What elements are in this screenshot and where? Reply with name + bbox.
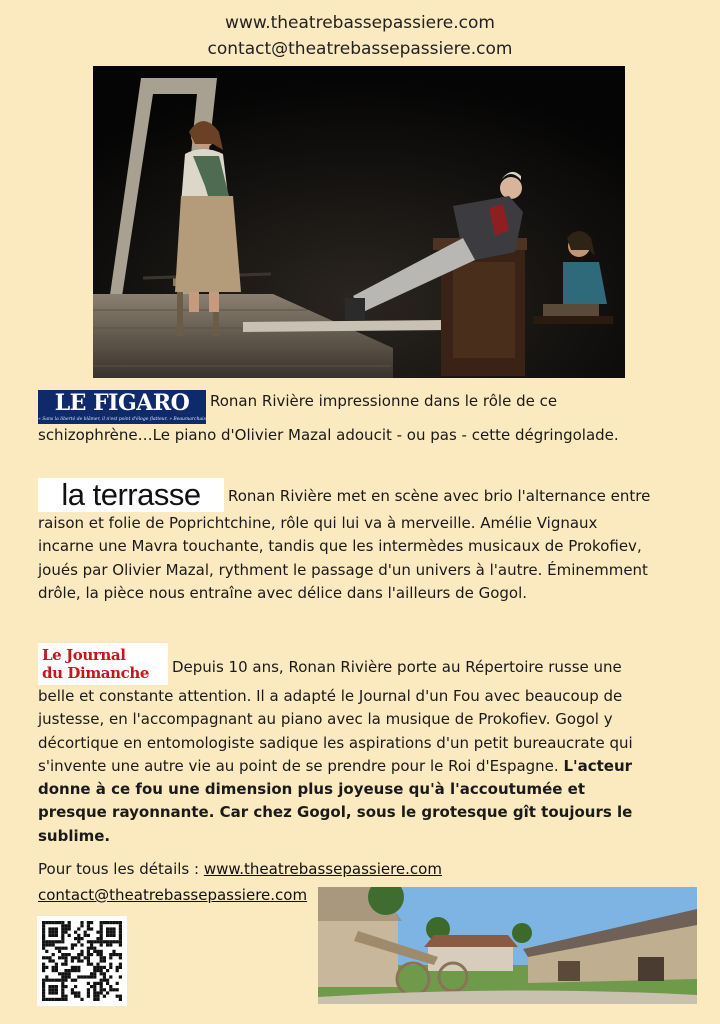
review-text: Ronan Rivière impressionne dans le rôle de ce schizophrène…Le piano d'Olivier Mazal adoucit - ou pas - cette dégringolade. <box>38 392 619 444</box>
qr-code[interactable] <box>37 916 127 1006</box>
review-journal-du-dimanche <box>38 643 654 848</box>
page-header <box>0 10 720 62</box>
review-figaro <box>38 390 654 447</box>
header-email[interactable]: contact@theatrebassepassiere.com <box>207 39 513 59</box>
figaro-logo: LE FIGARO « Sans la liberté de blâmer, il n'est point d'éloge flatteur. » Beaumarchais <box>38 390 206 422</box>
journal-du-dimanche-logo: Le Journal du Dimanche <box>38 643 168 685</box>
website-link[interactable]: www.theatrebassepassiere.com <box>203 860 442 878</box>
review-text-highlight: L'acteur donne à ce fou une dimension plus joyeuse qu'à l'accoutumée et presque rayonnante. Car chez Gogol, sous le grotesque gît toujours le sublime. <box>38 756 633 845</box>
stage-photo <box>93 66 625 378</box>
review-text: Ronan Rivière met en scène avec brio l'alternance entre raison et folie de Poprichtchine, rôle qui lui va à merveille. Amélie Vignaux incarne une Mavra touchante, tandis que les intermèdes musicaux de Prokofiev, joués par Olivier Mazal, rythment le passage d'un univers à l'autre. Éminemment drôle, la pièce nous entraîne avec délice dans l'ailleurs de Gogol. <box>38 487 651 602</box>
review-la-terrasse <box>38 478 654 605</box>
review-text: Depuis 10 ans, Ronan Rivière porte au Répertoire russe une belle et constante attention. Il a adapté le Journal d'un Fou avec beaucoup de justesse, en l'accompagnant au piano avec la musique de Prokofiev. Gogol y décortique en entomologiste sadique les aspirations d'un petit bureaucrate qui s'invente une autre vie au point de se prendre pour le Roi d'Espagne. <box>38 658 633 775</box>
la-terrasse-logo: la terrasse <box>38 478 224 512</box>
details-label: Pour tous les détails : <box>38 860 204 878</box>
header-website[interactable]: www.theatrebassepassiere.com <box>225 13 495 33</box>
farm-photo <box>318 887 697 1004</box>
email-link[interactable]: contact@theatrebassepassiere.com <box>38 886 308 904</box>
